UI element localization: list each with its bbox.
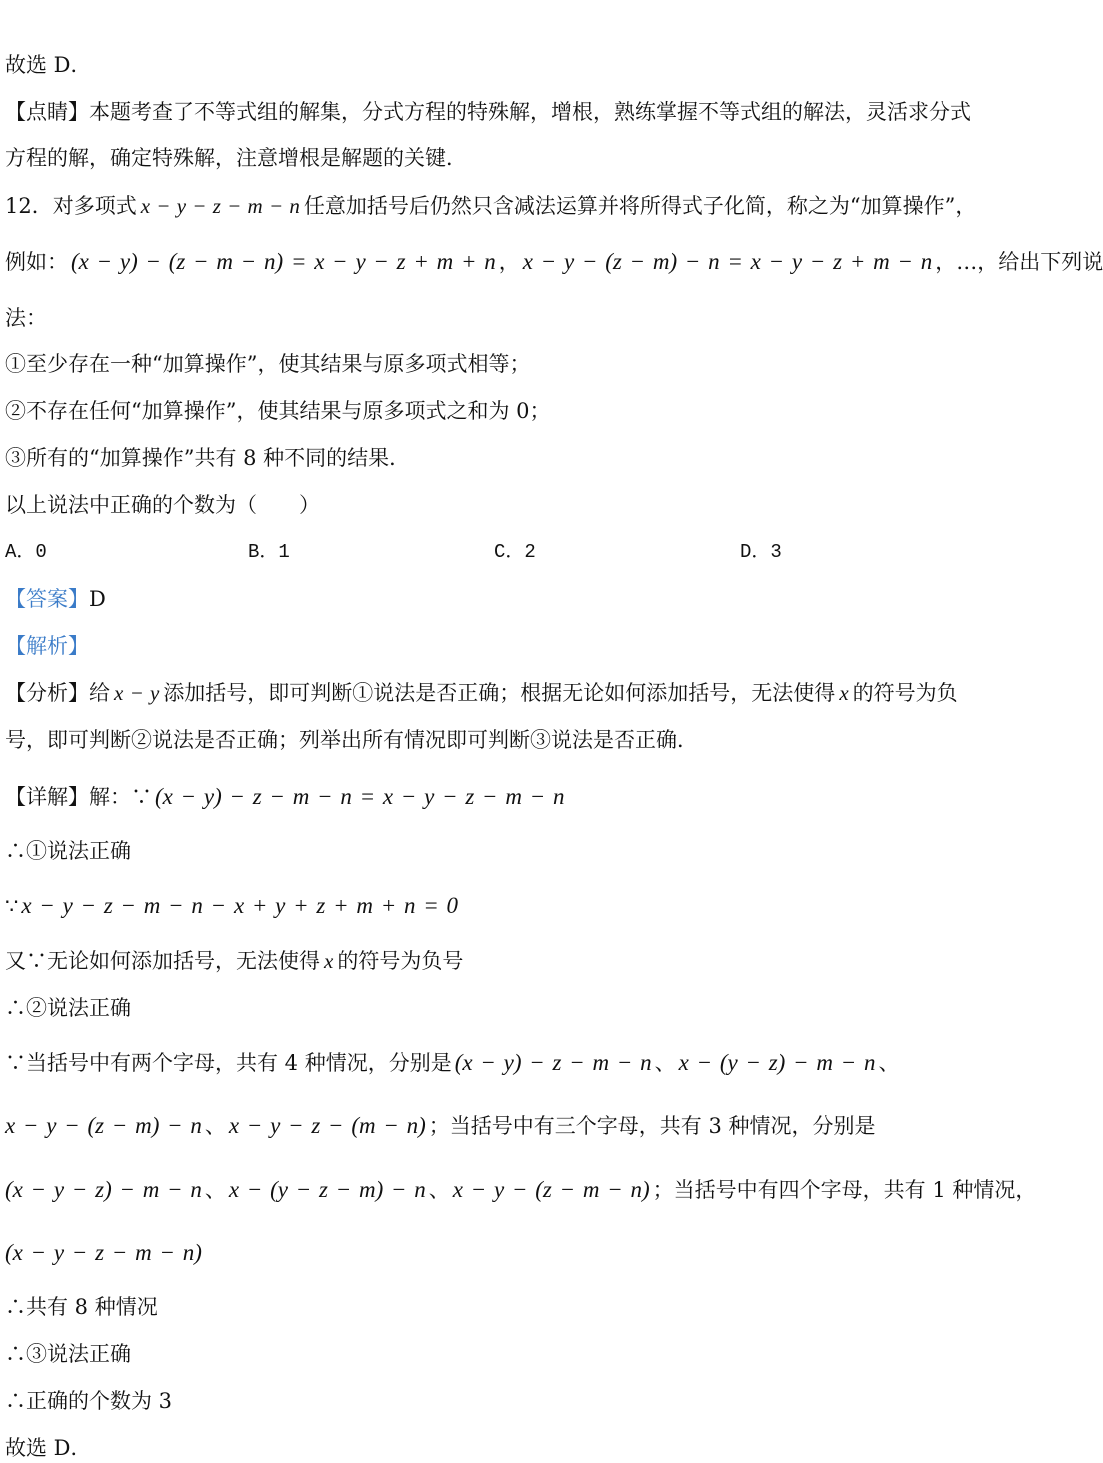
step-text: ；当括号中有四个字母，共有 1 种情况，: [652, 1178, 1037, 1202]
step-3-total: [5, 1294, 982, 1320]
summary-text: 的符号为负: [852, 681, 958, 705]
previous-conclusion: 故选 D．: [5, 53, 92, 77]
step-text: ；当括号中有三个字母，共有 3 种情况，分别是: [428, 1114, 876, 1138]
stem-text: 对多项式: [52, 194, 137, 218]
separator: ，: [498, 250, 520, 274]
analysis-heading: [5, 633, 982, 659]
case-expression: (x − y − z − m − n): [5, 1240, 202, 1265]
summary-text: 添加括号，即可判断①说法是否正确；根据无论如何添加括号，无法使得: [163, 681, 836, 705]
summary-label: 【分析】: [5, 681, 89, 705]
question-prompt: [5, 492, 982, 518]
case-expression: x − (y − z − m) − n: [228, 1177, 426, 1202]
review-line-1: [5, 99, 982, 125]
final-choice: [5, 1435, 982, 1461]
answer-line: [5, 586, 982, 612]
stem-text: 例如：: [5, 250, 68, 274]
review-text-2: 方程的解，确定特殊解，注意增根是解题的关键．: [5, 146, 467, 170]
step-text: 的符号为负号: [337, 949, 464, 973]
step-3-cases-line-3: [5, 1173, 1037, 1207]
separator: 、: [428, 1178, 450, 1202]
review-line-2: [5, 145, 982, 171]
previous-conclusion-line: [5, 52, 982, 78]
step-text: ∴共有 8 种情况: [5, 1295, 158, 1319]
detail-label: 【详解】: [5, 785, 89, 809]
statement-text: ③所有的“加算操作”共有 8 种不同的结果．: [5, 446, 411, 470]
inline-expression: x − y: [114, 681, 160, 705]
step-2-conclusion: [5, 995, 982, 1021]
summary-text: 号，即可判断②说法是否正确；列举出所有情况即可判断③说法是否正确．: [5, 728, 698, 752]
inline-variable: x: [839, 681, 849, 705]
correct-count: [5, 1388, 982, 1414]
option-c: C．2: [494, 541, 536, 563]
summary-line-1: [5, 680, 982, 706]
stem-text: 任意加括号后仍然只含减法运算并将所得式子化简，称之为“加算操作”，: [303, 194, 977, 218]
statement-3: [5, 445, 982, 471]
sum-equation: x − y − z − m − n − x + y + z + m + n = 0: [21, 893, 459, 918]
summary-line-2: [5, 727, 982, 753]
question-stem-line-1: [5, 193, 982, 219]
statement-text: ①至少存在一种“加算操作”，使其结果与原多项式相等；: [5, 352, 531, 376]
separator: 、: [204, 1114, 226, 1138]
step-text: 又∵无论如何添加括号，无法使得: [5, 949, 320, 973]
step-3-conclusion: [5, 1341, 982, 1367]
stem-text: ，…，给出下列说: [935, 250, 1103, 274]
step-3-cases-line-1: [5, 1046, 982, 1080]
question-stem-line-2: [5, 245, 1103, 279]
analysis-label: 【解析】: [5, 634, 89, 658]
answer-value: D: [89, 587, 106, 611]
step-2-premise: [5, 889, 982, 923]
example-expression-1: (x − y) − (z − m − n) = x − y − z + m + n: [71, 249, 496, 274]
detail-line-1: [5, 780, 982, 814]
review-label: 【点睛】: [5, 100, 89, 124]
step-3-cases-line-4: [5, 1236, 982, 1270]
step-text: ∴③说法正确: [5, 1342, 131, 1366]
step-text: ∵: [5, 894, 19, 918]
statement-text: ②不存在任何“加算操作”，使其结果与原多项式之和为 0；: [5, 399, 551, 423]
example-expression-2: x − y − (z − m) − n = x − y − z + m − n: [522, 249, 933, 274]
stem-text: 法：: [5, 306, 47, 330]
option-d: D．3: [740, 541, 782, 563]
statement-2: [5, 398, 982, 424]
case-expression: x − (y − z) − m − n: [678, 1050, 876, 1075]
separator: 、: [204, 1178, 226, 1202]
case-expression: x − y − (z − m) − n: [5, 1113, 202, 1138]
question-number: 12．: [5, 194, 53, 218]
review-text-1: 本题考查了不等式组的解集，分式方程的特殊解，增根，熟练掌握不等式组的解法，灵活求分式: [89, 100, 971, 124]
step-3-cases-line-2: [5, 1109, 982, 1143]
summary-text: 给: [89, 681, 110, 705]
case-expression: x − y − (z − m − n): [452, 1177, 650, 1202]
separator: 、: [878, 1051, 900, 1075]
polynomial-expression: x − y − z − m − n: [140, 194, 300, 218]
step-text: 故选 D．: [5, 1436, 92, 1460]
options-row: [0, 539, 982, 565]
answer-label: 【答案】: [5, 587, 89, 611]
step-text: ∴①说法正确: [5, 839, 131, 863]
step-text: ∴②说法正确: [5, 996, 131, 1020]
case-expression: x − y − z − (m − n): [228, 1113, 426, 1138]
option-b: B．1: [248, 541, 290, 563]
option-a: A．0: [5, 541, 47, 563]
detail-text: 解：∵: [89, 785, 152, 809]
inline-variable: x: [324, 949, 334, 973]
prompt-text: 以上说法中正确的个数为（ ）: [5, 493, 320, 517]
separator: 、: [654, 1051, 676, 1075]
step-2-reason: [5, 948, 982, 974]
statement-1: [5, 351, 982, 377]
step-1-conclusion: [5, 838, 982, 864]
case-expression: (x − y − z) − m − n: [5, 1177, 202, 1202]
step-text: ∴正确的个数为 3: [5, 1389, 173, 1413]
case-expression: (x − y) − z − m − n: [454, 1050, 652, 1075]
step-text: ∵当括号中有两个字母，共有 4 种情况，分别是: [5, 1051, 452, 1075]
question-stem-line-3: [5, 305, 982, 331]
detail-equation: (x − y) − z − m − n = x − y − z − m − n: [155, 784, 565, 809]
